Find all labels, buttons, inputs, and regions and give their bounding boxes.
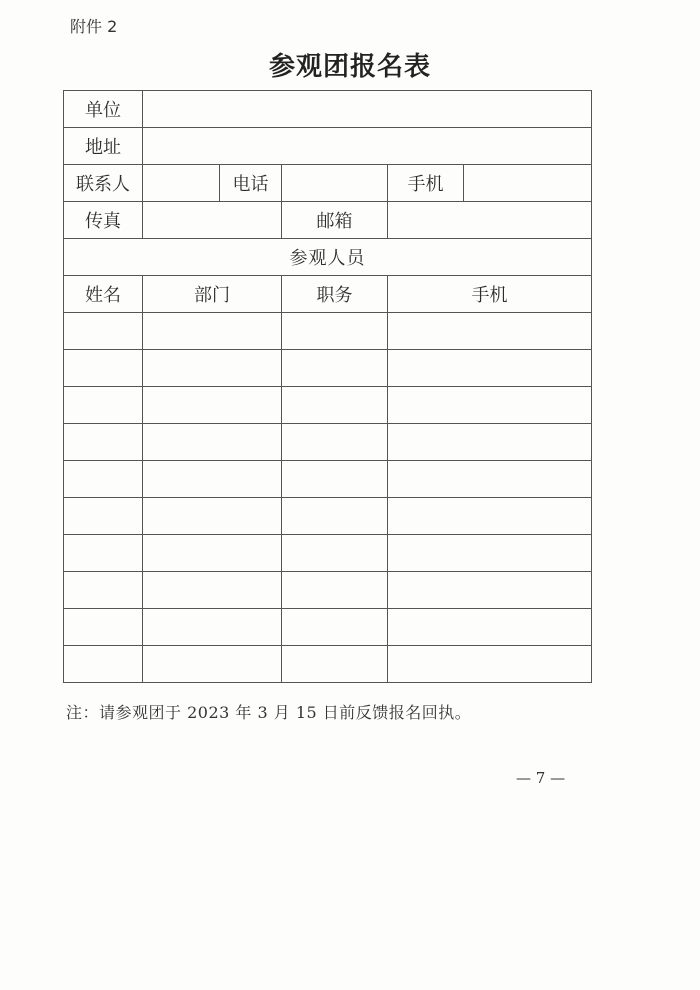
visitor-position-cell[interactable] — [282, 609, 388, 646]
unit-field[interactable] — [143, 91, 592, 128]
header-name: 姓名 — [64, 276, 143, 313]
visitor-mobile-cell[interactable] — [388, 424, 592, 461]
visitor-department-cell[interactable] — [143, 424, 282, 461]
visitor-position-cell[interactable] — [282, 646, 388, 683]
visitor-department-cell[interactable] — [143, 387, 282, 424]
visitors-section-row — [64, 239, 592, 276]
table-row — [64, 646, 592, 683]
visitor-department-cell[interactable] — [143, 535, 282, 572]
visitor-name-cell[interactable] — [64, 313, 143, 350]
address-field[interactable] — [143, 128, 592, 165]
visitors-header-row — [64, 276, 592, 313]
visitor-rows — [64, 313, 592, 683]
attachment-label: 附件 2 — [70, 17, 118, 36]
email-field[interactable] — [388, 202, 592, 239]
visitor-name-cell[interactable] — [64, 535, 143, 572]
visitor-name-cell[interactable] — [64, 572, 143, 609]
visitor-name-cell[interactable] — [64, 498, 143, 535]
contact-row — [64, 165, 592, 202]
visitor-mobile-cell[interactable] — [388, 350, 592, 387]
mobile-label: 手机 — [388, 165, 464, 202]
visitor-department-cell[interactable] — [143, 572, 282, 609]
visitor-department-cell[interactable] — [143, 498, 282, 535]
address-row — [64, 128, 592, 165]
registration-form-table — [63, 90, 592, 683]
visitor-position-cell[interactable] — [282, 572, 388, 609]
unit-row — [64, 91, 592, 128]
visitor-mobile-cell[interactable] — [388, 387, 592, 424]
unit-label: 单位 — [64, 91, 143, 128]
visitor-name-cell[interactable] — [64, 609, 143, 646]
header-mobile: 手机 — [388, 276, 592, 313]
fax-label: 传真 — [64, 202, 143, 239]
visitor-name-cell[interactable] — [64, 387, 143, 424]
visitor-position-cell[interactable] — [282, 498, 388, 535]
visitor-department-cell[interactable] — [143, 313, 282, 350]
visitor-position-cell[interactable] — [282, 387, 388, 424]
table-row — [64, 609, 592, 646]
fax-email-row — [64, 202, 592, 239]
table-row — [64, 350, 592, 387]
visitor-position-cell[interactable] — [282, 535, 388, 572]
contact-field[interactable] — [143, 165, 220, 202]
visitor-mobile-cell[interactable] — [388, 313, 592, 350]
table-row — [64, 572, 592, 609]
visitor-mobile-cell[interactable] — [388, 572, 592, 609]
mobile-field[interactable] — [464, 165, 592, 202]
visitor-department-cell[interactable] — [143, 461, 282, 498]
visitor-name-cell[interactable] — [64, 350, 143, 387]
table-row — [64, 498, 592, 535]
header-position: 职务 — [282, 276, 388, 313]
phone-label: 电话 — [220, 165, 282, 202]
visitor-department-cell[interactable] — [143, 646, 282, 683]
form-title: 参观团报名表 — [268, 52, 431, 82]
visitor-department-cell[interactable] — [143, 350, 282, 387]
page-number: — 7 — — [516, 769, 566, 787]
table-row — [64, 424, 592, 461]
visitor-name-cell[interactable] — [64, 461, 143, 498]
phone-field[interactable] — [282, 165, 388, 202]
header-department: 部门 — [143, 276, 282, 313]
contact-label: 联系人 — [64, 165, 143, 202]
visitor-position-cell[interactable] — [282, 313, 388, 350]
visitor-name-cell[interactable] — [64, 646, 143, 683]
visitor-position-cell[interactable] — [282, 350, 388, 387]
address-label: 地址 — [64, 128, 143, 165]
visitor-position-cell[interactable] — [282, 461, 388, 498]
visitor-mobile-cell[interactable] — [388, 535, 592, 572]
table-row — [64, 387, 592, 424]
visitor-name-cell[interactable] — [64, 424, 143, 461]
visitor-position-cell[interactable] — [282, 424, 388, 461]
table-row — [64, 313, 592, 350]
visitor-mobile-cell[interactable] — [388, 609, 592, 646]
visitor-mobile-cell[interactable] — [388, 498, 592, 535]
table-row — [64, 461, 592, 498]
visitor-mobile-cell[interactable] — [388, 461, 592, 498]
email-label: 邮箱 — [282, 202, 388, 239]
footnote: 注：请参观团于 2023 年 3 月 15 日前反馈报名回执。 — [66, 703, 472, 722]
fax-field[interactable] — [143, 202, 282, 239]
table-row — [64, 535, 592, 572]
visitors-section-title: 参观人员 — [64, 239, 592, 276]
visitor-department-cell[interactable] — [143, 609, 282, 646]
visitor-mobile-cell[interactable] — [388, 646, 592, 683]
